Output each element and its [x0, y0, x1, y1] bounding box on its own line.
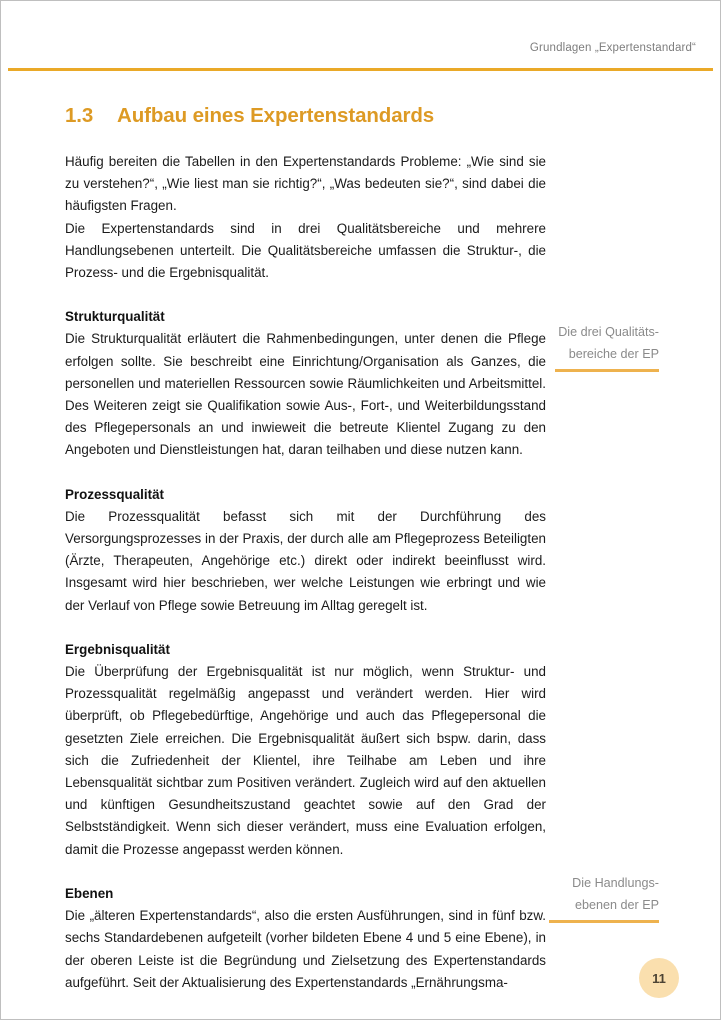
subheading-prozessqualitaet: Prozessqualität	[65, 486, 164, 502]
paragraph-intro-1: Häufig bereiten die Tabellen in den Expertenstandards Probleme: „Wie sind sie zu verstehen?“, „Wie liest man sie richtig?“, „Was bedeuten sie?“, sind dabei die häufigsten Fragen.	[65, 154, 546, 214]
margin-note-qualitaetsbereiche	[555, 321, 659, 372]
paragraph-strukturqualitaet: Die Strukturqualität erläutert die Rahmenbedingungen, unter denen die Pflege erfolgen sollte. Sie beschreibt eine Einrichtung/Organisation als Ganzes, die personellen und materiellen Ressourcen sowie Räumlichkeiten und Arbeitsmittel. Des Weiteren zeigt sie Qualifikation sowie Aus-, Fort-, und Weiterbildungsstand des Pflegepersonals an und inwieweit die betreute Klientel Zugang zu den Angeboten und Dienstleistungen hat, daran teilhaben und diese nutzen kann.	[65, 331, 546, 458]
paragraph-prozessqualitaet: Die Prozessqualität befasst sich mit der Durchführung des Versorgungsprozesses in der Praxis, der durch alle am Pflegeprozess Beteiligten (Ärzte, Therapeuten, Angehörige etc.) direkt oder indirekt beeinflusst wird. Insgesamt wird hier beschrieben, wer welche Leistungen wie erbringt und wie der Verlauf von Pflege sowie Betreuung im Alltag geregelt ist.	[65, 508, 546, 613]
margin-note-handlungsebenen	[549, 872, 659, 923]
section-heading-text: Aufbau eines Expertenstandards	[117, 104, 435, 127]
header-rule	[8, 68, 713, 71]
section-number: 1.3	[65, 104, 94, 127]
page-title	[65, 104, 434, 128]
body-column	[65, 151, 546, 994]
margin-note-rule	[549, 920, 659, 923]
spacer	[65, 462, 546, 484]
margin-note-text: Die Handlungsebenen der EP	[572, 876, 659, 913]
paragraph-intro-2: Die Expertenstandards sind in drei Qualitätsbereiche und mehrere Handlungsebenen unterteilt. Die Qualitätsbereiche umfassen die Struktur-, die Prozess- und die Ergebnisqualität.	[65, 220, 546, 281]
subheading-ebenen: Ebenen	[65, 885, 114, 901]
subheading-strukturqualitaet: Strukturqualität	[65, 309, 165, 325]
page-number: 11	[652, 970, 666, 986]
page-number-badge	[639, 958, 679, 998]
paragraph-ebenen: Die „älteren Expertenstandards“, also die ersten Ausführungen, sind in fünf bzw. sechs Standardebenen aufgeteilt (vorher bildeten Ebene 4 und 5 eine Ebene), in der oberen Leiste ist die Begründung und Zielsetzung des Expertenstandards aufgeführt. Seit der Aktualisierung des Expertenstandards „Ernährungsma-	[65, 908, 546, 990]
spacer	[65, 861, 546, 883]
paragraph-ergebnisqualitaet: Die Überprüfung der Ergebnisqualität ist nur möglich, wenn Struktur- und Prozessqualität regelmäßig angepasst und verändert werden. Hier wird überprüft, ob Pflegebedürftige, Angehörige und auch das Pflegepersonal die gesetzten Ziele erreichen. Die Ergebnisqualität äußert sich bspw. darin, dass sich die Zufriedenheit der Klientel, ihre Teilhabe am Leben und ihre Lebensqualität sichtbar zum Positiven verändert. Zugleich wird auf den aktuellen und künftigen Gesundheitszustand geachtet sowie auf den Grad der Selbstständigkeit. Wenn sich dieser verändert, muss eine Evaluation erfolgen, damit die Prozesse angepasst werden können.	[65, 664, 546, 857]
spacer	[65, 284, 546, 306]
running-header: Grundlagen „Expertenstandard“	[529, 42, 696, 54]
spacer	[65, 617, 546, 639]
margin-note-text: Die drei Qualitätsbereiche der EP	[558, 325, 659, 362]
subheading-ergebnisqualitaet: Ergebnisqualität	[65, 641, 170, 657]
margin-note-rule	[555, 369, 659, 372]
